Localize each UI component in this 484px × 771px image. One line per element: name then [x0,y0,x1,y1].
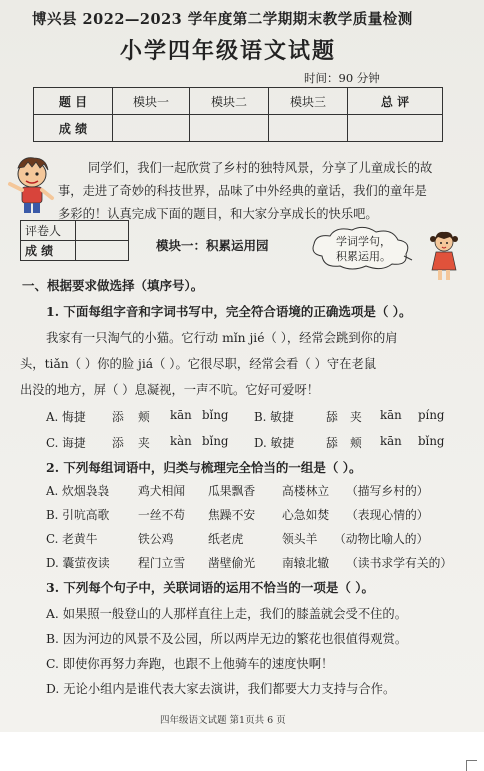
exam-title: 小学四年级语文试题 [120,38,337,64]
score-cell-header: 总 评 [348,88,443,115]
score-cell-empty[interactable] [348,115,443,142]
exam-header: 博兴县 2022—2023 学年度第二学期期末教学质量检测 [32,11,413,28]
option-a[interactable]: A. 炊烟袅袅 [46,484,110,498]
score-cell-header: 模块一 [113,88,190,115]
option-a[interactable]: A. 悔捷 [46,410,86,424]
page-corner-mark [466,760,477,771]
option-d-word: 南辕北辙 [282,556,330,570]
option-b-word: píng [418,408,445,422]
option-c-word: 铁公鸡 [138,532,174,546]
score-cell-empty[interactable] [269,115,348,142]
score-table-header-row [34,88,443,115]
score-cell-empty[interactable] [190,115,269,142]
question-stem: 3. 下列每个句子中，关联词语的运用不恰当的一项是（ ）。 [46,580,375,595]
option-c-word: 添 [112,436,124,450]
boy-mascot-icon [4,154,56,216]
score-cell-header: 模块二 [190,88,269,115]
intro-line: 同学们，我们一起欣赏了乡村的独特风景，分享了儿童成长的故 [88,161,433,175]
option-d-word: 程门立雪 [138,556,186,570]
option-b-word: 心急如焚 [282,508,330,522]
option-d[interactable]: D. 囊萤夜读 [46,556,110,570]
cloud-text-line: 积累运用。 [336,250,391,263]
option-c-word: bǐng [202,434,229,448]
option-a-word: 高楼林立 [282,484,330,498]
page-footer: 四年级语文试题 第1页共 6 页 [160,715,286,726]
option-a-word: 鸡犬相闻 [138,484,186,498]
score-cell-empty[interactable] [113,115,190,142]
option-d[interactable]: D. 敏捷 [254,436,295,450]
score-cell-label: 成 绩 [34,115,113,142]
question-stem: 2. 下列每组词语中，归类与梳理完全恰当的一组是（ ）。 [46,460,362,475]
cloud-text-line: 学词学句， [336,235,391,248]
grader-reviewer-label: 评卷人 [21,221,76,241]
option-b-note: （表现心情的） [346,508,429,522]
option-c-word: 纸老虎 [208,532,244,546]
question-stem: 1. 下面每组字音和字词书写中，完全符合语境的正确选项是（ ）。 [46,304,412,319]
question-text: 我家有一只淘气的小猫。它行动 mǐn jié（ ），经常会跳到你的肩 [46,331,398,345]
option-b-word: 夹 [350,410,362,424]
option-d-word: 凿壁偷光 [208,556,256,570]
module-title: 模块一：积累运用园 [156,238,269,253]
option-b[interactable]: B. 因为河边的风景不及公园，所以两岸无边的繁花也很值得观赏。 [46,632,408,646]
option-c-word: kàn [170,434,192,448]
score-table [33,87,443,142]
intro-line: 多彩的！认真完成下面的题目，和大家分享成长的快乐吧。 [58,207,378,221]
cloud-bubble [308,226,414,272]
section-heading: 一、根据要求做选择（填序号）。 [22,278,204,293]
score-table-row [34,115,443,142]
option-a[interactable]: A. 如果照一般登山的人那样直往上走，我们的膝盖就会受不住的。 [46,607,408,621]
score-cell-header: 题 目 [34,88,113,115]
option-a-word: bǐng [202,408,229,422]
score-cell-header: 模块三 [269,88,348,115]
option-a-word: 颊 [138,410,150,424]
option-c[interactable]: C. 即使你再努力奔跑，也跟不上他骑车的速度快啊！ [46,657,334,671]
option-a-note: （描写乡村的） [346,484,429,498]
intro-line: 事，走进了奇妙的科技世界，品味了中外经典的童话，我们的童年是 [58,184,427,198]
exam-time: 时间：90 分钟 [304,71,380,85]
option-b-word: 一丝不苟 [138,508,186,522]
option-d-word: kān [380,434,402,448]
question-text: 头，tiǎn（ ）你的脸 jiá（ ）。它很尽职，经常会看（ ）守在老鼠 [20,357,377,371]
option-c[interactable]: C. 老黄牛 [46,532,98,546]
option-c-note: （动物比喻人的） [334,532,429,546]
option-c-word: 夹 [138,436,150,450]
option-b-word: 焦躁不安 [208,508,256,522]
option-d-word: 颊 [350,436,362,450]
girl-mascot-icon [426,230,462,282]
option-b-word: kān [380,408,402,422]
option-c[interactable]: C. 诲捷 [46,436,86,450]
option-b[interactable]: B. 敏捷 [254,410,294,424]
option-d-note: （读书求学有关的） [346,556,453,570]
option-c-word: 领头羊 [282,532,318,546]
option-d-word: bǐng [418,434,445,448]
grader-score-label: 成 绩 [21,241,76,261]
option-b[interactable]: B. 引吭高歌 [46,508,110,522]
option-a-word: kān [170,408,192,422]
option-a-word: 瓜果飘香 [208,484,256,498]
grader-table [20,220,129,261]
grader-score-cell[interactable] [76,241,129,261]
question-text: 出没的地方，屏（ ）息凝视，一声不吭。它好可爱呀！ [20,383,320,397]
option-d-word: 舔 [326,436,338,450]
option-a-word: 添 [112,410,124,424]
grader-reviewer-cell[interactable] [76,221,129,241]
option-d[interactable]: D. 无论小组内是谁代表大家去演讲，我们都要大力支持与合作。 [46,682,396,696]
option-b-word: 舔 [326,410,338,424]
